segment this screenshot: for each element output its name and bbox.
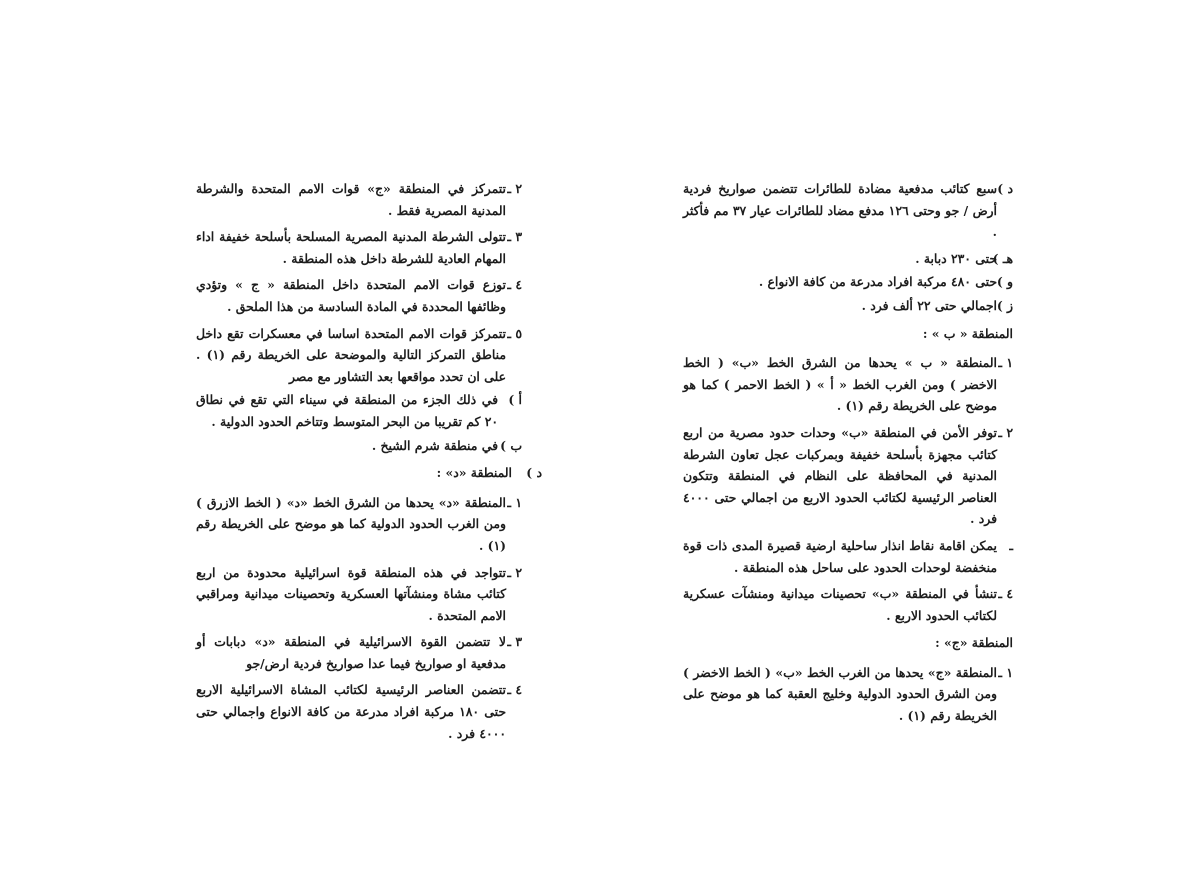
left-text-column (196, 178, 542, 749)
zone-d-clause-4 (196, 679, 522, 744)
clause-marker: ١ ـ (998, 664, 1013, 680)
clause-text: يمكن اقامة نقاط انذار ساحلية ارضية قصيرة المدى ذات قوة منخفضة لوحدات الحدود على ساحل هذه المنطقة . (683, 537, 997, 575)
clause-w-armored-vehicles (683, 271, 1013, 293)
clause-marker: ٤ ـ (998, 586, 1013, 602)
clause-text: لا تتضمن القوة الاسرائيلية في المنطقة «د» دبابات أو مدفعية او صواريخ فيما عدا صواريخ فردية ارض/جو (196, 634, 506, 671)
clause-text: تتولى الشرطة المدنية المصرية المسلحة بأسلحة خفيفة اداء المهام العادية للشرطة داخل هذه المنطقة . (196, 229, 506, 266)
zone-c-clause-5 (196, 323, 522, 388)
clause-marker: ز ) (996, 297, 1013, 313)
clause-marker: د ) (997, 181, 1013, 196)
clause-text: حتى ٤٨٠ مركبة افراد مدرعة من كافة الانواع . (758, 274, 997, 290)
zone-b-clause-4 (683, 583, 1013, 626)
right-text-column (683, 178, 1013, 732)
clause-text: حتى ٢٣٠ دبابة . (915, 250, 997, 266)
clause-text: في ذلك الجزء من المنطقة في سيناء التي تقع في نطاق ٢٠ كم تقريبا من البحر المتوسط وتتاخم الحدود الدولية . (196, 392, 498, 429)
zone-d-clause-1 (196, 492, 522, 557)
clause-text: تتمركز في المنطقة «ج» قوات الامم المتحدة والشرطة المدنية المصرية فقط . (196, 181, 506, 218)
clause-marker: ٤ ـ (507, 682, 522, 698)
clause-marker: و ) (996, 274, 1013, 290)
clause-text: تنشأ في المنطقة «ب» تحصينات ميدانية ومنشآت عسكرية لكتائب الحدود الاربع . (683, 586, 997, 623)
zone-b-clause-1 (683, 352, 1013, 417)
clause-text: المنطقة «ج» يحدها من الغرب الخط «ب» ( الخط الاخضر ) ومن الشرق الحدود الدولية وخليج العقبة كما هو موضح على الخريطة رقم (١) . (683, 664, 997, 724)
clause-marker: ٥ ـ (507, 325, 522, 341)
clause-marker: هـ ) (992, 250, 1013, 266)
zone-b-clause-3 (683, 535, 1013, 578)
zone-c-clause-5b (196, 435, 522, 457)
zone-c-clause-5a (196, 389, 522, 432)
clause-marker: ب ) (500, 437, 522, 453)
clause-text: توزع قوات الامم المتحدة داخل المنطقة « ج » وتؤدي وظائفها المحددة في المادة السادسة من هذا الملحق . (196, 277, 506, 314)
clause-marker: ١ ـ (998, 355, 1013, 371)
clause-marker: ٢ ـ (998, 424, 1013, 440)
clause-h-tanks (683, 248, 1013, 270)
zone-c-clause-2 (196, 178, 522, 221)
zone-b-clause-2 (683, 422, 1013, 530)
clause-marker: ٤ ـ (507, 277, 522, 293)
clause-marker: ٣ ـ (507, 634, 522, 650)
clause-text: تتواجد في هذه المنطقة قوة اسرائيلية محدودة من اربع كتائب مشاة ومنشآتها العسكرية وتحصينات ميدانية ومراقبي الامم المتحدة . (196, 564, 506, 623)
zone-c-clause-3 (196, 226, 522, 269)
clause-text: اجمالي حتى ٢٢ ألف فرد . (861, 297, 997, 313)
clause-text: المنطقة « ب » يحدها من الشرق الخط «ب» ( الخط الاخضر ) ومن الغرب الخط « أ » ( الخط الاحمر ) كما هو موضح على الخريطة رقم (١) . (683, 355, 997, 414)
clause-marker: ٢ ـ (507, 181, 522, 196)
clause-text: تتمركز قوات الامم المتحدة اساسا في معسكرات تقع داخل مناطق التمركز التالية والموضحة على الخريطة رقم (١) . على ان تحدد مواقعها بعد التشاور مع مصر (196, 325, 506, 384)
clause-text: تتضمن العناصر الرئيسية لكتائب المشاة الاسرائيلية الاربع حتى ١٨٠ مركبة افراد مدرعة من كافة الانواع واجمالي حتى ٤٠٠٠ فرد . (196, 682, 506, 741)
clause-marker: ٣ ـ (507, 229, 522, 245)
zone-d-clause-2 (196, 562, 522, 627)
clause-marker: د ) (526, 465, 542, 481)
clause-z-personnel (683, 295, 1013, 317)
clause-marker: أ ) (508, 392, 522, 408)
clause-marker: ٢ ـ (507, 564, 522, 580)
zone-c-clause-4 (196, 274, 522, 317)
clause-text: المنطقة «د» يحدها من الشرق الخط «د» ( الخط الازرق ) ومن الغرب الحدود الدولية كما هو موضح على الخريطة رقم (١) . (196, 494, 506, 553)
clause-text: سبع كتائب مدفعية مضادة للطائرات تتضمن صواريخ فردية أرض / جو وحتى ١٢٦ مدفع مضاد للطائرات عيار ٣٧ مم فأكثر . (683, 181, 997, 240)
clause-marker: ١ ـ (507, 494, 522, 510)
zone-c-clause-1 (683, 662, 1013, 727)
clause-text: في منطقة شرم الشيخ . (371, 437, 498, 453)
zone-c-heading: المنطقة «ج» : (935, 635, 1013, 651)
clause-marker: ـ (1009, 537, 1013, 553)
zone-b-heading: المنطقة « ب » : (922, 325, 1013, 341)
clause-d-anti-aircraft (683, 178, 1013, 243)
zone-d-heading (196, 462, 542, 484)
heading-text: المنطقة «د» : (436, 465, 512, 481)
zone-d-clause-3 (196, 631, 522, 674)
clause-text: توفر الأمن في المنطقة «ب» وحدات حدود مصرية من اربع كتائب مجهزة بأسلحة خفيفة وبمركبات عجل تعاون الشرطة المدنية في المحافظة على النظام في المنطقة وتتكون العناصر الرئيسية لكتائب الحدود الاربع من اجمالي حتى ٤٠٠٠ فرد . (683, 424, 997, 527)
